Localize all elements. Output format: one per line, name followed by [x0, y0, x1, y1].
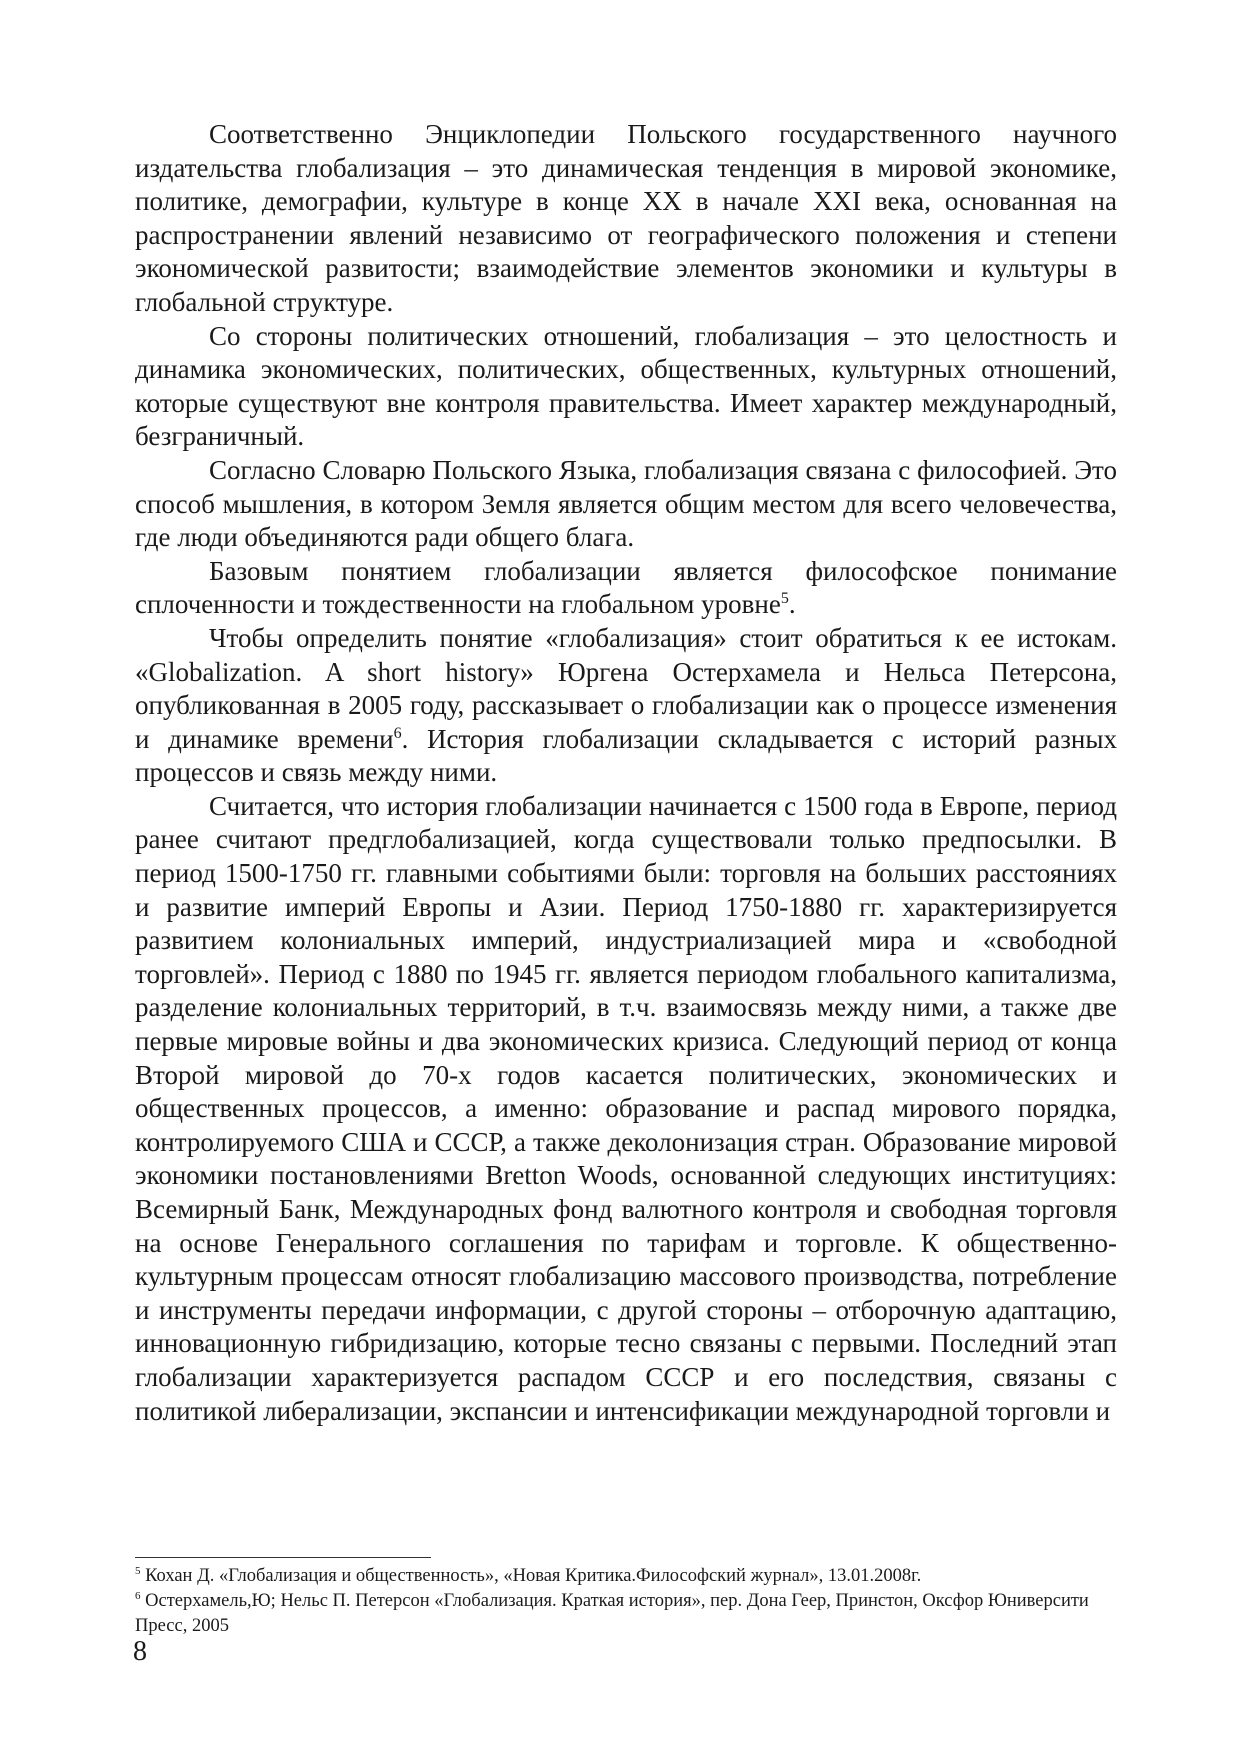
- footnote-separator: [135, 1557, 431, 1558]
- footnote-5-text: Кохан Д. «Глобализация и общественность», «Новая Критика.Философский журнал», 13.01.2008г.: [145, 1566, 922, 1586]
- paragraph-5-text: Чтобы определить понятие «глобализация» стоит обратиться к ее истокам. «Globalization. A short history» Юргена Остерхамела и Нельса Петерсона, опубликованная в 2005 году, рассказывает о глобализации как о процессе изменения и динамике времени: [135, 622, 1117, 754]
- page-number: 8: [133, 1636, 147, 1667]
- paragraph-3: Согласно Словарю Польского Языка, глобализация связана с философией. Это способ мышления, в котором Земля является общим местом для всего человечества, где люди объединяются ради общего блага.: [135, 454, 1117, 553]
- paragraph-4: [135, 555, 1117, 622]
- paragraph-6: Считается, что история глобализации начинается с 1500 года в Европе, период ранее считают предглобализацией, когда существовали только предпосылки. В период 1500-1750 гг. главными событиями были: торговля на больших расстояниях и развитие империй Европы и Азии. Период 1750-1880 гг. характеризируется развитием колониальных империй, индустриализацией мира и «свободной торговлей». Период с 1880 по 1945 гг. является периодом глобального капитализма, разделение колониальных территорий, в т.ч. взаимосвязь между ними, а также две первые мировые войны и два экономических кризиса. Следующий период от конца Второй мировой до 70-х годов касается политических, экономических и общественных процессов, а именно: образование и распад мирового порядка, контролируемого США и СССР, а также деколонизация стран. Образование мировой экономики постановлениями Bretton Woods, основанной следующих институциях: Всемирный Банк, Международных фонд валютного контроля и свободная торговля на основе Генерального соглашения по тарифам и торговле. К общественно-культурным процессам относят глобализацию массового производства, потребление и инструменты передачи информации, с другой стороны – отборочную адаптацию, инновационную гибридизацию, которые тесно связаны с первыми. Последний этап глобализации характеризуется распадом СССР и его последствия, связаны с политикой либерализации, экспансии и интенсификации международной торговли и: [135, 790, 1117, 1426]
- paragraph-1: Соответственно Энциклопедии Польского государственного научного издательства глобализация – это динамическая тенденция в мировой экономике, политике, демографии, культуре в конце XX в начале XXI века, основанная на распространении явлений независимо от географического положения и степени экономической развитости; взаимодействие элементов экономики и культуры в глобальной структуре.: [135, 119, 1117, 317]
- paragraph-4-text: Базовым понятием глобализации является философское понимание сплоченности и тождественности на глобальном уровне: [135, 555, 1117, 620]
- footnote-5-number: 5: [135, 1564, 141, 1577]
- paragraph-5-text-end: . История глобализации складывается с историй разных процессов и связь между ними.: [135, 723, 1118, 788]
- footnote-5: [135, 1564, 1117, 1589]
- page-body: [135, 118, 1117, 1428]
- footnote-ref-6[interactable]: 6: [393, 724, 402, 742]
- footnote-6-text: Остерхамель,Ю; Нельс П. Петерсон «Глобализация. Краткая история», пер. Дона Геер, Принстон, Оксфор Юниверсити Пресс, 2005: [135, 1591, 1089, 1636]
- footnotes: [135, 1564, 1117, 1639]
- paragraph-5: [135, 622, 1117, 790]
- footnote-ref-5[interactable]: 5: [780, 590, 789, 608]
- paragraph-2: Со стороны политических отношений, глобализация – это целостность и динамика экономических, политических, общественных, культурных отношений, которые существуют вне контроля правительства. Имеет характер международный, безграничный.: [135, 320, 1117, 452]
- footnote-6-number: 6: [135, 1589, 141, 1602]
- paragraph-4-text-end: .: [788, 589, 796, 620]
- footnote-6: [135, 1589, 1117, 1639]
